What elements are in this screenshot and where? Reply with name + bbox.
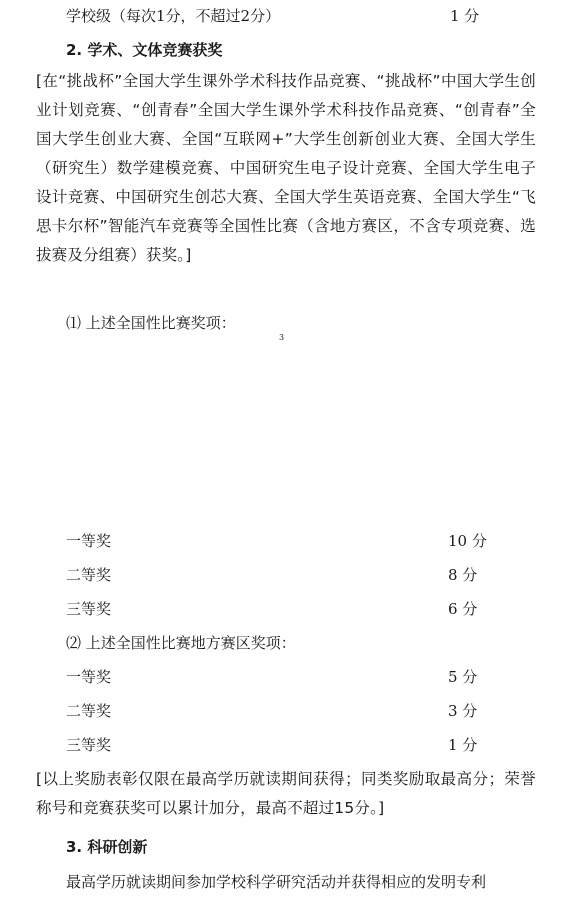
regional-first-prize-score: 5 分 <box>448 668 478 686</box>
national-awards-label: ⑴ 上述全国性比赛奖项： <box>66 314 236 332</box>
regional-second-prize-score: 3 分 <box>448 702 478 720</box>
section-3-heading: 3. 科研创新 <box>66 838 148 856</box>
national-second-prize-label: 二等奖 <box>66 566 112 584</box>
national-third-prize-score: 6 分 <box>448 600 478 618</box>
national-second-prize-score: 8 分 <box>448 566 478 584</box>
regional-second-prize-label: 二等奖 <box>66 702 112 720</box>
competition-list-paragraph: [在“挑战杯”全国大学生课外学术科技作品竞赛、“挑战杯”中国大学生创业计划竞赛、“创青春”全国大学生课外学术科技作品竞赛、“创青春”全国大学生创业大赛、全国“互联网+”大学生创新创业大赛、全国大学生（研究生）数学建模竞赛、中国研究生电子设计竞赛、全国大学生电子设计竞赛、中国研究生创芯大赛、全国大学生英语竞赛、全国大学生“飞思卡尔杯”智能汽车竞赛等全国性比赛（含地方赛区，不含专项竞赛、选拔赛及分组赛）获奖。] <box>36 72 536 264</box>
regional-first-prize-label: 一等奖 <box>66 668 112 686</box>
regional-third-prize-score: 1 分 <box>448 736 478 754</box>
section-2-heading: 2. 学术、文体竞赛获奖 <box>66 41 223 59</box>
award-rules-note: [以上奖励表彰仅限在最高学历就读期间获得；同类奖励取最高分；荣誉称号和竞赛获奖可以累计加分，最高不超过15分。] <box>36 770 536 817</box>
national-third-prize-label: 三等奖 <box>66 600 112 618</box>
national-first-prize-score: 10 分 <box>448 532 487 550</box>
page-number: 3 <box>279 333 285 342</box>
research-innovation-text: 最高学历就读期间参加学校科学研究活动并获得相应的发明专利 <box>66 873 487 891</box>
school-level-score: 1 分 <box>450 7 480 25</box>
regional-third-prize-label: 三等奖 <box>66 736 112 754</box>
school-level-label: 学校级（每次1分，不超过2分） <box>66 7 281 25</box>
national-first-prize-label: 一等奖 <box>66 532 112 550</box>
regional-awards-label: ⑵ 上述全国性比赛地方赛区奖项： <box>66 634 296 652</box>
